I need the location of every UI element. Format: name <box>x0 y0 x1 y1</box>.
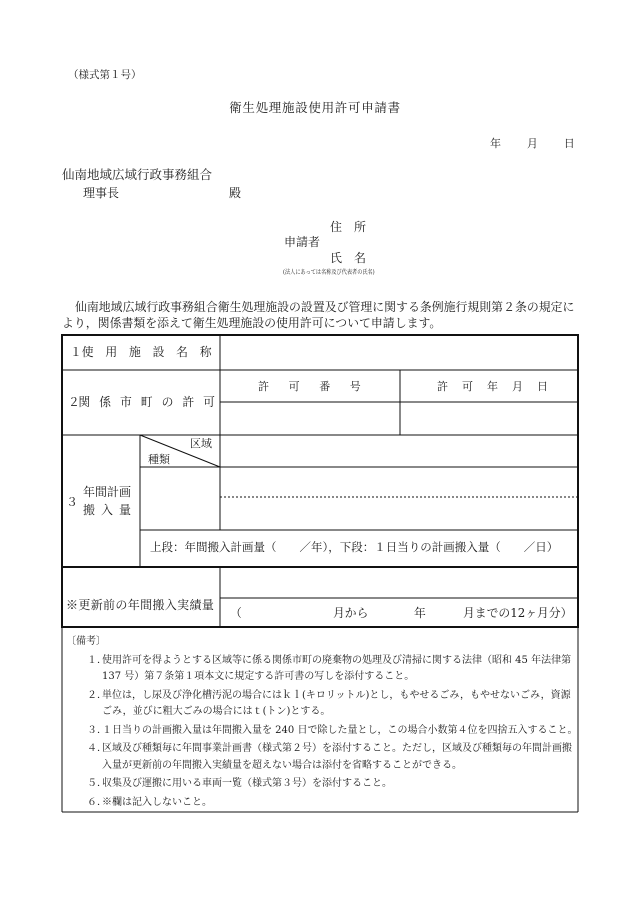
annual-plan-label-line1: 年間計画 <box>83 485 132 499</box>
notes-heading: 〔備考〕 <box>66 636 106 647</box>
permit-date-header: 許 可 年 月 日 <box>437 379 550 393</box>
note-line: 137 号）第７条第１項本文に規定する許可書の写しを添付すること。 <box>102 671 415 682</box>
note-number: ４． <box>87 743 107 754</box>
note-number: １． <box>87 654 107 666</box>
note-item <box>62 723 578 740</box>
note-item <box>62 776 578 793</box>
note-text <box>102 723 578 740</box>
addressee-honorific: 殿 <box>229 186 242 200</box>
facility-name-label: １使 用 施 設 名 称 <box>70 344 212 359</box>
note-item <box>62 795 578 812</box>
type-header-label: 種類 <box>148 452 170 466</box>
permit-number-header: 許 可 番 号 <box>258 379 366 393</box>
addressee-position: 理事長 <box>83 186 120 200</box>
previous-actual-field <box>221 568 577 597</box>
note-text <box>102 653 578 686</box>
annual-plan-number: ３ <box>66 495 79 509</box>
annual-plan-label-line2: 搬 入 量 <box>83 503 132 517</box>
permit-number-field <box>221 403 399 434</box>
form-title: 衛生処理施設使用許可申請書 <box>229 100 401 115</box>
period-to-text: 月までの12ヶ月分） <box>463 606 573 620</box>
period-year-text: 年 <box>414 606 426 620</box>
note-number: ５． <box>87 778 107 789</box>
period-from-text: 月から <box>333 606 369 620</box>
annual-plan-upper-cell <box>221 468 577 496</box>
note-line: 区域及び種類毎に年間事業計画書（様式第２号）を添付すること。ただし，区域及び種類毎の年間計画搬 <box>102 743 572 754</box>
note-item <box>62 653 578 686</box>
note-line: 入量が更新前の年間搬入実績量を超えない場合は添付を省略することができる。 <box>102 759 462 771</box>
statement-line: 仙南地域広域行政事務組合衛生処理施設の設置及び管理に関する条例施行規則第２条の規定に <box>75 300 575 314</box>
form-number: （様式第１号） <box>68 69 142 81</box>
note-text <box>102 795 578 812</box>
note-number: ３． <box>87 724 107 736</box>
date-line: 年 月 日 <box>490 136 577 150</box>
period-open-paren: （ <box>230 606 242 620</box>
note-line: １日当りの計画搬入量は年間搬入量を 240 日で除した量とし，この場合小数第４位を四捨五入すること。 <box>102 724 578 736</box>
addressee-organization: 仙南地域広域行政事務組合 <box>62 167 213 182</box>
applicant-address-label: 住 所 <box>330 220 367 234</box>
note-line: ※欄は記入しないこと。 <box>102 796 212 808</box>
previous-actual-label: ※更新前の年間搬入実績量 <box>66 598 215 612</box>
notes-section <box>62 627 578 812</box>
applicant-name-note: (法人にあっては名称及び代表者の氏名) <box>283 269 375 276</box>
annual-plan-units-note: 上段：年間搬入計画量（ ／年），下段：１日当りの計画搬入量（ ／日） <box>150 540 559 554</box>
note-number: ６． <box>87 796 107 808</box>
facility-name-field <box>221 336 577 369</box>
note-line: ごみ，並びに粗大ごみの場合にはｔ(トン)とする。 <box>102 706 331 717</box>
municipal-permit-label: ２関 係 市 町 の 許 可 <box>68 395 214 409</box>
note-item <box>62 741 578 774</box>
statement-line: より，関係書類を添えて衛生処理施設の使用許可について申請します。 <box>62 316 442 330</box>
permit-date-field <box>401 403 577 434</box>
annual-plan-lower-cell <box>221 498 577 529</box>
annual-plan-type-cell <box>141 468 219 529</box>
note-line: 単位は，し尿及び浄化槽汚泥の場合にはｋｌ(キロリットル)とし，もやせるごみ，もやせないごみ，資源 <box>102 689 571 701</box>
note-text <box>102 741 578 774</box>
note-text <box>102 688 578 721</box>
annual-plan-area-cell <box>221 436 577 466</box>
note-line: 使用許可を得ようとする区域等に係る関係市町の廃棄物の処理及び清掃に関する法律（昭和 45 年法律第 <box>102 654 572 666</box>
note-number: ２． <box>87 689 107 701</box>
note-item <box>62 688 578 721</box>
note-line: 収集及び運搬に用いる車両一覧（様式第３号）を添付すること。 <box>102 778 392 789</box>
area-header-label: 区域 <box>190 436 212 450</box>
applicant-label: 申請者 <box>284 235 321 249</box>
applicant-name-label: 氏 名 <box>330 251 367 265</box>
note-text <box>102 776 578 793</box>
